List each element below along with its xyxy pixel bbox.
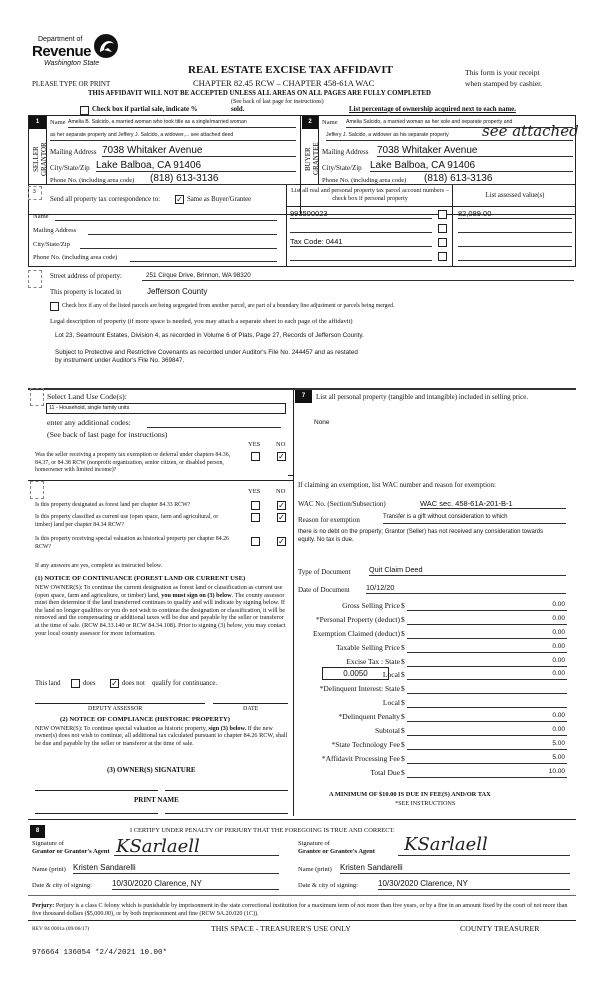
notice1-body: NEW OWNER(S): To continue the current designation as forest land or classification as current use (open space, farm and agriculture, or timber) land, you must sign on (3) below. The county assessor must then determine if the land transferred continues to qualify and will indicate by signing below. If the land no longer qualifies or you do not wish to continue the designation or classification, it will be removed and the compensating or additional taxes will be due and payable by the seller or transferor at the time of sale. (RCW 84.33.140 or RCW 84.34.108). Prior to signing (3) below, you may contact your local county assessor for more information. xyxy=(35,584,286,637)
corr-name-label: Name xyxy=(33,213,49,220)
logo-line1: Department of xyxy=(38,36,83,43)
current-use-yes-checkbox[interactable] xyxy=(251,513,260,522)
delinquent-penalty-row: *Delinquent Penalty $ 0.00 xyxy=(338,712,565,721)
delinquent-interest-state-value[interactable] xyxy=(407,684,567,694)
seller-mailing-field[interactable]: 7038 Whitaker Avenue xyxy=(102,145,296,157)
partial-sale-label: Check box if partial sale, indicate % xyxy=(92,106,198,113)
subtotal-row: Subtotal $ 0.00 xyxy=(374,726,565,735)
completion-warning: THIS AFFIDAVIT WILL NOT BE ACCEPTED UNLESS ALL AREAS ON ALL PAGES ARE FULLY COMPLETED xyxy=(88,90,431,97)
seller-name-label: Name xyxy=(50,119,66,126)
delinquent-interest-state-row: *Delinquent Interest: State $ xyxy=(290,684,570,698)
assessed-header: List assessed value(s) xyxy=(485,192,545,199)
current-use-question: Is this property classified as current use (open space, farm and agricultural, or timber) land per chapter 84.34 RCW? xyxy=(35,514,219,528)
buyer-name-line2[interactable]: Jeffery J. Salcido, a widower as his separate property xyxy=(326,132,573,141)
section-1-number: 1 xyxy=(29,116,46,129)
reason-line2[interactable]: there is no debt on the property; Grantor (Seller) has not received any consideration towards equity. No tax is due. xyxy=(298,529,544,543)
grantor-name-label: Name (print) xyxy=(32,866,66,873)
parcel-number-2[interactable] xyxy=(290,223,432,233)
exemption-yes-checkbox[interactable] xyxy=(251,452,260,461)
treasurer-only-label: THIS SPACE - TREASURER'S USE ONLY xyxy=(211,924,351,933)
buyer-phone-field[interactable]: (818) 613-3136 xyxy=(424,173,573,185)
yes-header-1: YES xyxy=(248,441,261,448)
corr-city-field[interactable] xyxy=(80,240,277,249)
corr-mailing-label: Mailing Address xyxy=(33,227,77,234)
corr-phone-label: Phone No. (including area code) xyxy=(33,254,118,261)
personal-property-value[interactable]: None xyxy=(314,419,330,426)
forest-yes-checkbox[interactable] xyxy=(251,501,260,510)
excise-local-row: Local $ 0.00 xyxy=(382,670,565,679)
owner-signature-label: (3) OWNER(S) SIGNATURE xyxy=(107,766,196,774)
current-use-no-checkbox[interactable]: ✓ xyxy=(278,513,285,522)
local-rate-box[interactable]: 0.0050 xyxy=(322,667,389,680)
grantor-name-field[interactable]: Kristen Sandarelli xyxy=(73,863,279,874)
corr-phone-field[interactable] xyxy=(130,253,277,262)
buyer-mailing-field[interactable]: 7038 Whitaker Avenue xyxy=(377,145,573,157)
print-name-line xyxy=(35,813,158,814)
buyer-mailing-label: Mailing Address xyxy=(322,148,369,156)
taxable-selling-price-value[interactable]: 0.00 xyxy=(407,643,567,653)
excise-local-value[interactable]: 0.00 xyxy=(407,670,567,680)
county-field[interactable]: Jefferson County xyxy=(147,287,208,296)
assessed-value-1[interactable]: 82,089.00 xyxy=(458,209,572,219)
delinquent-interest-local-value[interactable] xyxy=(407,698,567,708)
taxable-selling-price-row: Taxable Selling Price $ 0.00 xyxy=(335,643,565,652)
buyer-handwritten-note: see attached xyxy=(482,122,579,140)
subtotal-value[interactable]: 0.00 xyxy=(407,726,567,736)
seller-city-label: City/State/Zip xyxy=(50,164,90,172)
seller-mailing-label: Mailing Address xyxy=(50,148,97,156)
grantee-date-field[interactable]: 10/30/2020 Clarence, NY xyxy=(378,879,570,890)
section-5-marker xyxy=(30,388,44,406)
parcel-personal-checkbox-4[interactable] xyxy=(438,252,447,261)
grantee-name-label: Name (print) xyxy=(298,866,332,873)
forest-question: Is this property designated as forest land per chapter 84.33 RCW? xyxy=(35,502,191,508)
segregated-checkbox[interactable] xyxy=(50,302,59,311)
parcel-header: List all real and personal property tax parcel account numbers – check box if personal property xyxy=(291,187,449,202)
buyer-name-line1[interactable]: Amelia Salcido, a married woman as her sole and separate property and xyxy=(346,119,573,128)
form-title: REAL ESTATE EXCISE TAX AFFIDAVIT xyxy=(188,64,393,76)
please-type: PLEASE TYPE OR PRINT xyxy=(32,80,111,88)
dor-logo xyxy=(30,30,125,70)
parcel-number-4[interactable] xyxy=(290,251,432,261)
street-label: Street address of property: xyxy=(50,273,122,280)
minimum-due-note: A MINIMUM OF $10.00 IS DUE IN FEE(S) AND/OR TAX xyxy=(329,791,491,798)
legal-label: Legal description of property (if more space is needed, you may attach a separate sheet to each page of the affidavit) xyxy=(50,318,353,325)
does-not-qualify-checkbox[interactable]: ✓ xyxy=(111,679,118,688)
exemption-question: Was the seller receiving a property tax exemption or deferral under chapters 84.36, 84.37, or 84.38 RCW (nonprofit organization, senior citizen, or disabled person, homeowner with limited income)? xyxy=(35,452,231,473)
legal-line2[interactable]: Subject to Protective and Restrictive Covenants as recorded under Auditor's File No. 244457 and as restated xyxy=(55,349,358,356)
section-7-number: 7 xyxy=(295,390,312,403)
wac-field[interactable]: WAC sec. 458-61A-201-B-1 xyxy=(420,499,566,509)
logo-line3: Washington State xyxy=(44,60,100,67)
grantor-sig-label: Signature of Grantor or Grantor's Agent xyxy=(32,840,110,855)
partial-sale-sold: sold. xyxy=(231,106,245,113)
parcel-number-3[interactable]: Tax Code: 0441 xyxy=(290,237,432,247)
corr-mailing-field[interactable] xyxy=(88,226,277,235)
forest-no-checkbox[interactable]: ✓ xyxy=(278,501,285,510)
receipt-note-1: This form is your receipt xyxy=(465,68,540,77)
logo-line2: Revenue xyxy=(32,43,92,60)
parcel-number-1[interactable]: 993500023 xyxy=(290,209,432,219)
grantor-date-field[interactable]: 10/30/2020 Clarence, NY xyxy=(112,879,279,890)
wac-label: WAC No. (Section/Subsection) xyxy=(298,500,386,508)
ownership-note: List percentage of ownership acquired next to each name. xyxy=(349,106,516,113)
deputy-assessor-label: DEPUTY ASSESSOR xyxy=(88,706,143,712)
processing-fee-value[interactable]: 5.00 xyxy=(407,754,567,764)
technology-fee-value[interactable]: 5.00 xyxy=(407,740,567,750)
section-3-number: 3 xyxy=(33,189,36,195)
print-name-label: PRINT NAME xyxy=(134,796,179,804)
historic-question: Is this property receiving special valuation as historical property per chapter 84.26 RCW? xyxy=(35,536,229,550)
date-label: DATE xyxy=(243,706,259,712)
parcel-personal-checkbox-2[interactable] xyxy=(438,224,447,233)
yes-header-2: YES xyxy=(248,488,261,495)
no-header-2: NO xyxy=(276,488,286,495)
additional-codes-label: enter any additional codes: xyxy=(47,418,131,427)
exemption-claimed-row: Exemption Claimed (deduct) $ 0.00 xyxy=(312,629,565,638)
assessed-value-3[interactable] xyxy=(458,237,572,247)
doc-date-field[interactable]: 10/12/20 xyxy=(366,583,566,594)
no-header-1: NO xyxy=(276,441,286,448)
seller-phone-label: Phone No. (including area code) xyxy=(50,177,135,184)
total-due-row: Total Due $ 10.00 xyxy=(370,768,565,777)
gross-selling-price-value[interactable]: 0.00 xyxy=(407,601,567,611)
seller-side-label: SELLER GRANTOR xyxy=(32,142,48,176)
legal-line3[interactable]: by instrument under Auditor's File No. 369847. xyxy=(55,357,185,364)
doc-date-label: Date of Document xyxy=(298,586,350,594)
section-4-marker xyxy=(28,270,42,288)
personal-property-label: List all personal property (tangible and intangible) included in selling price. xyxy=(316,393,529,401)
doc-type-label: Type of Document xyxy=(298,568,351,576)
receipt-note-2: when stamped by cashier. xyxy=(465,79,543,88)
buyer-phone-label: Phone No. (including area code) xyxy=(322,177,407,184)
legal-line1[interactable]: Lot 23, Seamount Estates, Division 4, as recorded in Volume 6 of Plats, Page 27, Records of Jefferson County. xyxy=(55,332,364,339)
does-not-label: does not xyxy=(122,680,145,687)
exemption-claimed-value[interactable]: 0.00 xyxy=(407,629,567,639)
historic-no-checkbox[interactable]: ✓ xyxy=(278,537,285,546)
qualify-label: qualify for continuance. xyxy=(152,680,218,687)
seller-name-line1[interactable]: Amelia B. Salcido, a married woman who took title as a single/married woman xyxy=(68,119,296,128)
county-treasurer-label: COUNTY TREASURER xyxy=(460,924,540,933)
total-due-value[interactable]: 10.00 xyxy=(407,768,567,778)
grantee-signature: KSarlaell xyxy=(404,834,488,855)
parcel-personal-checkbox-1[interactable] xyxy=(438,210,447,219)
doc-type-field[interactable]: Quit Claim Deed xyxy=(369,565,566,576)
notice2-title: (2) NOTICE OF COMPLIANCE (HISTORIC PROPERTY) xyxy=(60,716,230,723)
corr-city-label: City/State/Zip xyxy=(33,241,70,248)
partial-sale-checkbox[interactable] xyxy=(80,106,89,115)
excise-state-value[interactable]: 0.00 xyxy=(407,657,567,667)
reason-label: Reason for exemption xyxy=(298,516,360,524)
processing-fee-row: *Affidavit Processing Fee $ 5.00 xyxy=(321,754,565,763)
delinquent-interest-local-row: Local $ xyxy=(290,698,570,712)
technology-fee-row: *State Technology Fee $ 5.00 xyxy=(331,740,565,749)
exemption-no-checkbox[interactable]: ✓ xyxy=(278,452,285,461)
seller-phone-field[interactable]: (818) 613-3136 xyxy=(150,173,296,185)
segregated-label: Check box if any of the listed parcels are being segregated from another parcel, are part of a boundary line adjustment or parcels being merged. xyxy=(62,303,395,309)
seller-city-field[interactable]: Lake Balboa, CA 91406 xyxy=(96,160,296,172)
section-8-number: 8 xyxy=(30,825,45,838)
assessed-value-4[interactable] xyxy=(458,251,572,261)
buyer-name-label: Name xyxy=(322,119,338,126)
land-use-label: Select Land Use Code(s): xyxy=(47,392,127,401)
same-as-buyer-label: Same as Buyer/Grantee xyxy=(187,196,252,203)
personal-property-deduct-row: *Personal Property (deduct) $ 0.00 xyxy=(315,615,565,624)
land-use-see-back: (See back of last page for instructions) xyxy=(47,430,168,439)
historic-yes-checkbox[interactable] xyxy=(251,537,260,546)
excise-state-row: Excise Tax : State $ 0.00 xyxy=(346,657,565,666)
form-subtitle: CHAPTER 82.45 RCW – CHAPTER 458-61A WAC xyxy=(193,78,375,88)
street-field[interactable]: 251 Cirque Drive, Brinnon, WA 98320 xyxy=(142,272,574,281)
reason-line1[interactable]: Transfer is a gift without consideration to which xyxy=(383,514,566,524)
see-back-note: (See back of last page for instructions) xyxy=(231,99,324,105)
cashier-stamp: 976664 136054 *2/4/2021 10.00* xyxy=(32,949,168,957)
rev-code: REV 84 0001a (09/06/17) xyxy=(32,926,90,932)
buyer-city-field[interactable]: Lake Balboa, CA 91406 xyxy=(370,160,573,172)
section-2-number: 2 xyxy=(302,116,318,129)
grantor-date-label: Date & city of signing: xyxy=(32,882,92,889)
additional-codes-field[interactable] xyxy=(147,418,281,428)
grantor-signature: KSarlaell xyxy=(116,836,200,857)
assessed-value-2[interactable] xyxy=(458,223,572,233)
grantee-sig-label: Signature of Grantee or Grantee's Agent xyxy=(298,840,375,855)
see-instructions-note: *SEE INSTRUCTIONS xyxy=(395,800,456,807)
gross-selling-price-row: Gross Selling Price $ 0.00 xyxy=(342,601,565,610)
personal-property-deduct-value[interactable]: 0.00 xyxy=(407,615,567,625)
grantee-name-field[interactable]: Kristen Sandarelli xyxy=(340,863,570,874)
dor-swirl-icon xyxy=(92,32,120,60)
buyer-city-label: City/State/Zip xyxy=(322,164,362,172)
corr-name-field[interactable] xyxy=(55,212,277,221)
buyer-side-label: BUYER GRANTEE xyxy=(304,142,320,176)
notice1-title: (1) NOTICE OF CONTINUANCE (FOREST LAND OR CURRENT USE) xyxy=(35,575,246,582)
certify-statement: I CERTIFY UNDER PENALTY OF PERJURY THAT THE FOREGOING IS TRUE AND CORRECT. xyxy=(130,827,395,834)
if-yes-note: If any answers are yes, complete as instructed below. xyxy=(35,563,163,569)
does-qualify-checkbox[interactable] xyxy=(71,679,80,688)
this-land-label: This land xyxy=(35,680,61,687)
exemption-label: If claiming an exemption, list WAC number and reason for exemption: xyxy=(298,481,496,489)
notice2-body: NEW OWNER(S): To continue special valuation as historic property, sign (3) below. If the new owner(s) does not wish to continue, all additional tax calculated pursuant to chapter 84.26 RCW, shall be due and payable by the seller or transferor at the time of sale. xyxy=(35,725,288,747)
perjury-notice: Perjury: Perjury is a class C felony which is punishable by imprisonment in the state correctional institution for a maximum term of not more than five years, or by a fine in an amount fixed by the court of not more than five thousand dollars ($5,000.00), or by both imprisonment and fine (RCW 9A.20.020 (1C)). xyxy=(32,903,568,917)
located-label: This property is located in xyxy=(50,289,122,296)
does-label: does xyxy=(83,680,96,687)
land-use-select[interactable]: 11 - Household, single family units xyxy=(46,403,286,414)
owner-signature-line xyxy=(35,790,158,791)
seller-name-line2[interactable]: as her separate property and Jeffery J. Salcido, a widower,... see attached deed xyxy=(50,132,296,141)
parcel-personal-checkbox-3[interactable] xyxy=(438,238,447,247)
section-6-marker xyxy=(30,481,44,499)
correspondence-label: Send all property tax correspondence to: xyxy=(50,196,161,203)
same-as-buyer-checkbox[interactable]: ✓ xyxy=(176,195,183,204)
grantee-date-label: Date & city of signing: xyxy=(298,882,358,889)
delinquent-penalty-value[interactable]: 0.00 xyxy=(407,712,567,722)
